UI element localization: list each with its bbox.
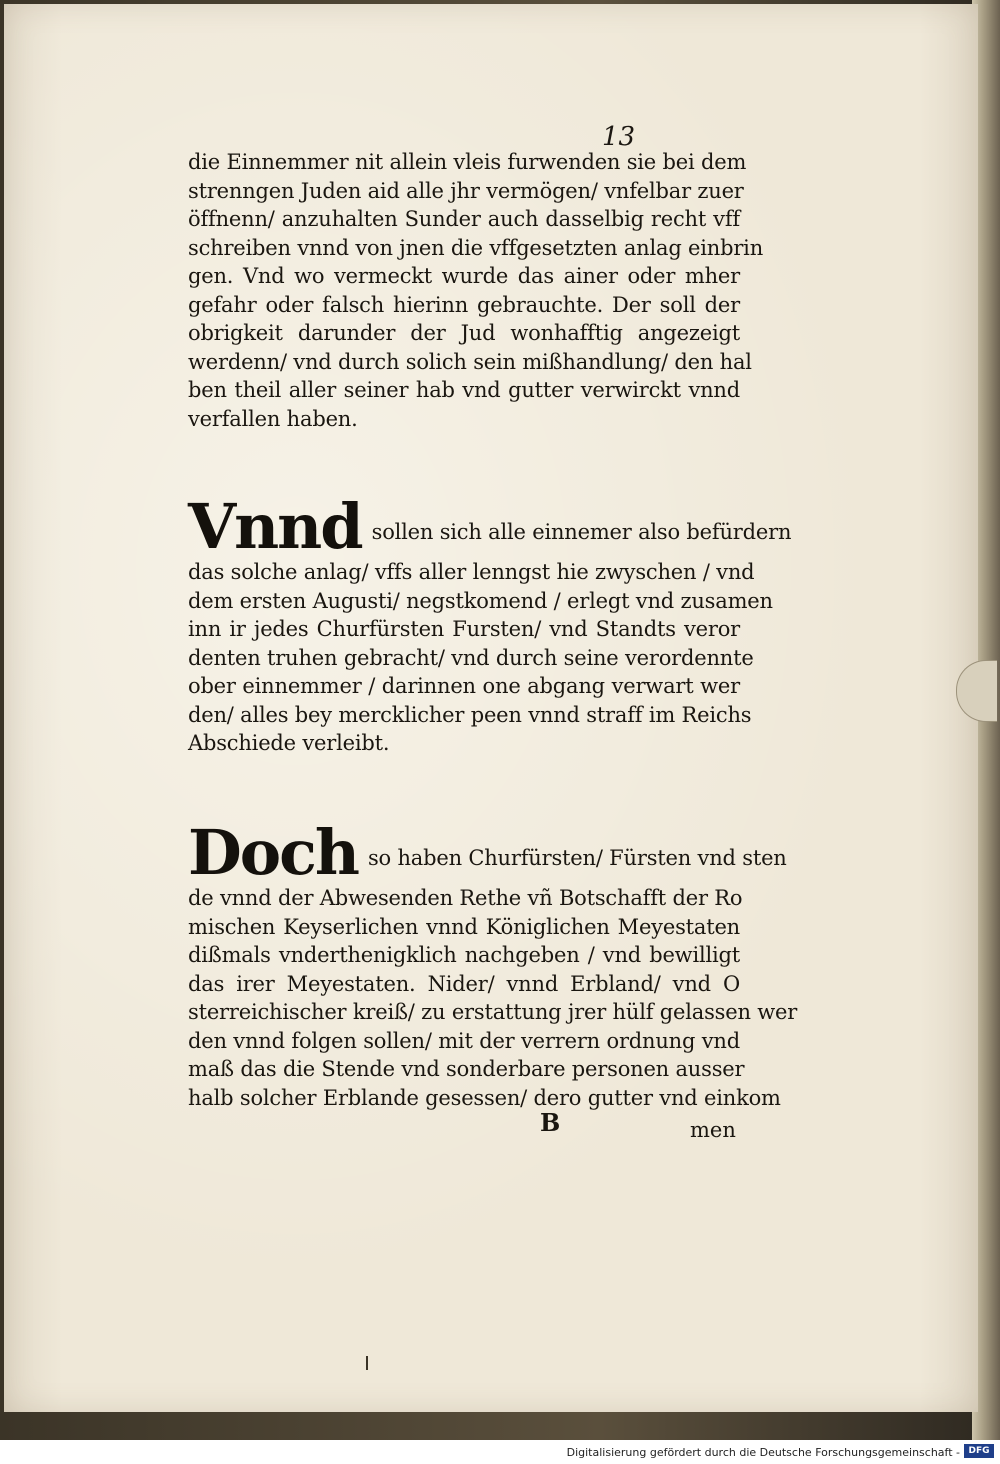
- text-line: das solche anlag/ vffs aller lenngst hie zwyschen / vnd: [188, 560, 755, 584]
- text-line: dem ersten Augusti/ negstkomend / erlegt vnd zusamen: [188, 588, 773, 613]
- text-line: obrigkeit darunder der Jud wonhafftig angezeigt: [188, 321, 740, 345]
- text-line: Abschiede verleibt.: [188, 731, 390, 755]
- text-line: so haben Churfürsten/ Fürsten vnd sten: [367, 846, 787, 870]
- text-line: denten truhen gebracht/ vnd durch seine verordennte: [188, 645, 754, 670]
- text-line: schreiben vnnd von jnen die vffgesetzten anlag einbrin: [188, 235, 764, 260]
- text-line: sterreichischer kreiß/ zu erstattung jrer hülf gelassen wer: [188, 1000, 798, 1024]
- dfg-logo-icon: DFG: [964, 1444, 994, 1458]
- text-line: ober einnemmer / darinnen one abgang verwart wer: [188, 674, 740, 698]
- text-line: dißmals vnderthenigklich nachgeben / vnd bewilligt: [188, 943, 740, 967]
- text-line: den/ alles bey mercklicher peen vnnd straff im Reichs: [188, 702, 752, 727]
- initial-word: Doch: [188, 816, 358, 889]
- text-line: maß das die Stende vnd sonderbare personen ausser: [188, 1057, 745, 1081]
- ink-speck: [366, 1356, 368, 1370]
- text-line: öffnenn/ anzuhalten Sunder auch dasselbig recht vff: [188, 207, 740, 231]
- text-line: verfallen haben.: [188, 406, 358, 431]
- footer-credit: Digitalisierung gefördert durch die Deutsche Forschungsgemeinschaft -: [566, 1446, 960, 1459]
- initial-word: Vnnd: [188, 490, 362, 563]
- signature-mark: B: [540, 1108, 561, 1137]
- text-line: ben theil aller seiner hab vnd gutter verwirckt vnnd: [188, 378, 740, 402]
- text-line: gefahr oder falsch hierinn gebrauchte. Der soll der: [188, 292, 740, 317]
- folio-number: 13: [602, 122, 636, 152]
- text-line: halb solcher Erblande gesessen/ dero gutter vnd einkom: [188, 1085, 781, 1110]
- text-line: mischen Keyserlichen vnnd Königlichen Meyestaten: [188, 914, 740, 939]
- text-line: werdenn/ vnd durch solich sein mißhandlung/ den hal: [188, 349, 752, 374]
- text-line: de vnnd der Abwesenden Rethe vñ Botschafft der Ro: [188, 886, 743, 910]
- paragraph-2: [188, 490, 792, 758]
- text-line: das irer Meyestaten. Nider/ vnnd Erbland/ vnd O: [188, 971, 740, 996]
- paragraph-3: [188, 816, 798, 1112]
- paragraph-1: [188, 148, 764, 433]
- footer-bar: [0, 1440, 1000, 1464]
- text-line: die Einnemmer nit allein vleis furwenden sie bei dem: [188, 150, 747, 174]
- text-line: inn ir jedes Churfürsten Fursten/ vnd Standts veror: [188, 617, 740, 641]
- text-line: gen. Vnd wo vermeckt wurde das ainer oder mher: [188, 264, 740, 288]
- catchword: men: [690, 1118, 736, 1142]
- text-line: den vnnd folgen sollen/ mit der verrern ordnung vnd: [188, 1028, 740, 1053]
- text-line: sollen sich alle einnemer also befürdern: [371, 520, 792, 544]
- text-line: strenngen Juden aid alle jhr vermögen/ vnfelbar zuer: [188, 178, 744, 203]
